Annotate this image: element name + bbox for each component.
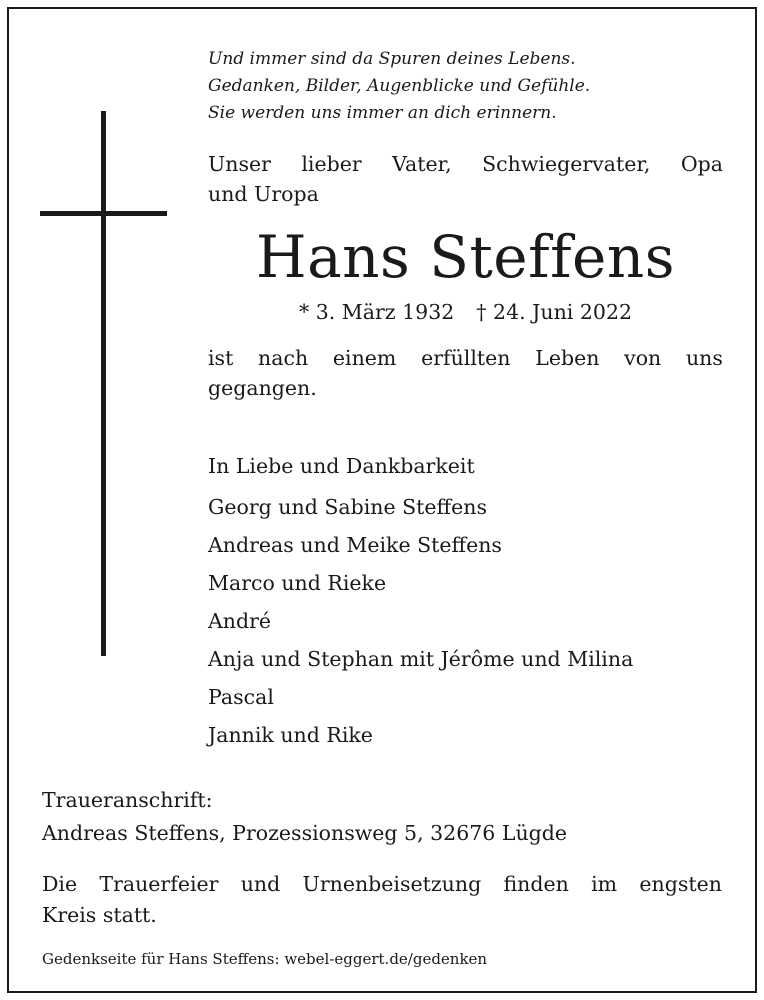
ceremony-word: Trauerfeier [99, 872, 219, 896]
passed-word: von [624, 346, 662, 370]
address-label: Traueranschrift: [42, 788, 213, 812]
mourner-item: Marco und Rieke [208, 571, 387, 595]
cross-horizontal-bar [40, 211, 167, 216]
intro-line-2: und Uropa [208, 182, 319, 206]
passed-text [208, 343, 723, 403]
passed-word: ist [208, 346, 234, 370]
ceremony-word: Urnenbeisetzung [302, 872, 482, 896]
life-dates [208, 297, 723, 327]
ceremony-line-2: Kreis statt. [42, 903, 157, 927]
intro-word: lieber [301, 152, 362, 176]
death-date: † 24. Juni 2022 [476, 300, 633, 324]
birth-date: * 3. März 1932 [298, 300, 455, 324]
memorial-page-note: Gedenkseite für Hans Steffens: webel-eggert.de/gedenken [42, 950, 488, 968]
love-line: In Liebe und Dankbarkeit [208, 454, 475, 478]
ceremony-word: im [591, 872, 618, 896]
ceremony-note [42, 869, 722, 931]
intro-word: Vater, [392, 152, 452, 176]
ceremony-line-1 [42, 869, 722, 900]
poem-line: Gedanken, Bilder, Augenblicke und Gefühle. [208, 76, 591, 96]
cross-vertical-bar [101, 111, 106, 656]
mourners-list [208, 492, 633, 758]
address-value: Andreas Steffens, Prozessionsweg 5, 32676 Lügde [42, 821, 568, 845]
intro-text [208, 149, 723, 209]
mourner-item: Georg und Sabine Steffens [208, 495, 487, 519]
mourner-item: Pascal [208, 685, 274, 709]
passed-word: Leben [535, 346, 600, 370]
poem-line: Und immer sind da Spuren deines Lebens. [208, 49, 576, 69]
intro-word: Opa [680, 152, 723, 176]
passed-line-2: gegangen. [208, 376, 317, 400]
poem-line: Sie werden uns immer an dich erinnern. [208, 103, 557, 123]
mourner-item: Jannik und Rike [208, 723, 373, 747]
passed-word: uns [685, 346, 723, 370]
mourner-item: Andreas und Meike Steffens [208, 533, 502, 557]
passed-word: erfüllten [421, 346, 511, 370]
ceremony-word: Die [42, 872, 78, 896]
passed-word: nach [258, 346, 309, 370]
poem [208, 46, 590, 127]
ceremony-word: engsten [639, 872, 722, 896]
mourner-item: Anja und Stephan mit Jérôme und Milina [208, 647, 634, 671]
intro-line-1 [208, 149, 723, 179]
ceremony-word: und [240, 872, 281, 896]
passed-word: einem [332, 346, 397, 370]
intro-word: Unser [208, 152, 271, 176]
deceased-name: Hans Steffens [256, 223, 675, 291]
intro-word: Schwiegervater, [482, 152, 651, 176]
passed-line-1 [208, 343, 723, 373]
mourner-item: André [208, 609, 272, 633]
ceremony-word: finden [503, 872, 569, 896]
mourning-address [42, 784, 567, 850]
